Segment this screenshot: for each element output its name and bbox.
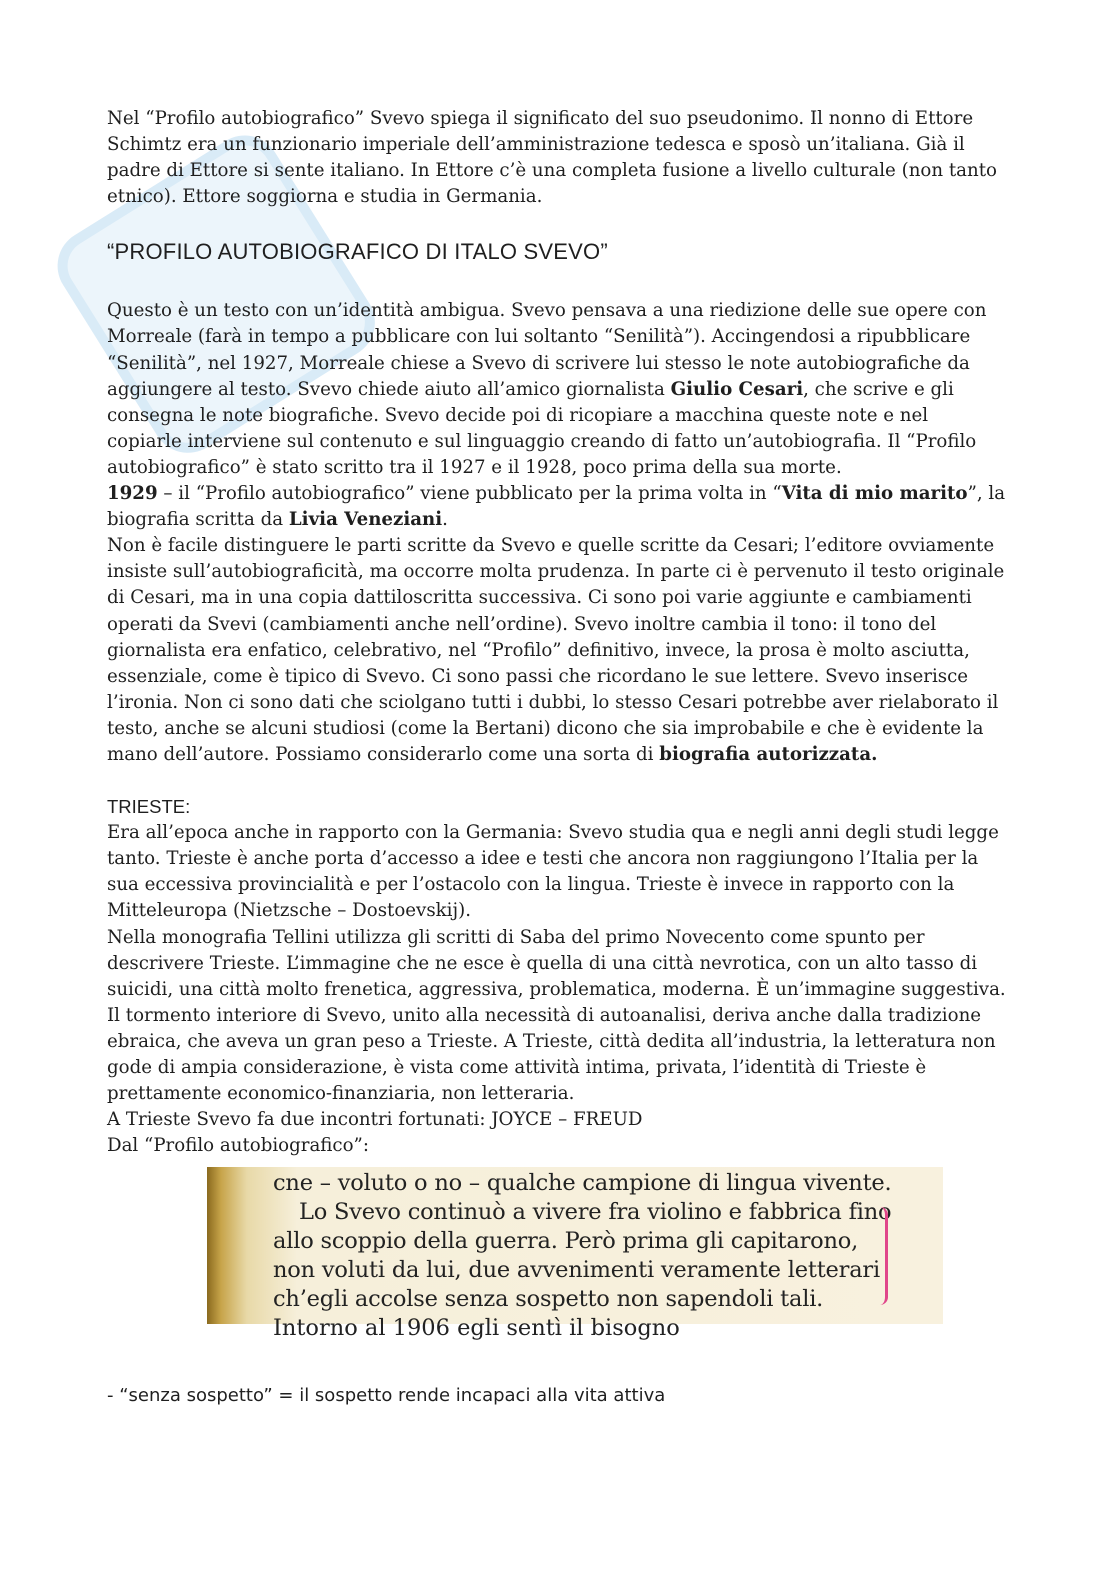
bold-book-title: Vita di mio marito bbox=[781, 483, 968, 505]
scan-cut-line: Intorno al 1906 egli sentì il bisogno bbox=[273, 1315, 680, 1342]
paragraph-tormento: Il tormento interiore di Svevo, unito alla necessità di autoanalisi, deriva anche dalla tradizione ebraica, che aveva un gran peso a Trieste. A Trieste, città dedita all’industria, la letteratura non gode di ampia considerazione, è vista come attività intima, privata, l’identità di Trieste è prettamente economico-finanziaria, non letteraria. bbox=[107, 1004, 996, 1105]
pink-margin-mark bbox=[879, 1207, 888, 1305]
scan-line: non voluti da lui, due avvenimenti veramente letterari bbox=[273, 1257, 880, 1284]
section-heading: “PROFILO AUTOBIOGRAFICO DI ITALO SVEVO” bbox=[107, 239, 608, 265]
bold-biografia-autorizzata: biografia autorizzata. bbox=[659, 743, 878, 765]
quote-scan-image bbox=[207, 1167, 943, 1342]
scan-line: ch’egli accolse senza sospetto non sapendoli tali. bbox=[273, 1286, 824, 1313]
bold-year: 1929 bbox=[107, 483, 158, 505]
bold-name-veneziani: Livia Veneziani bbox=[288, 509, 443, 531]
bold-name-cesari: Giulio Cesari bbox=[670, 378, 804, 400]
scan-line: Lo Svevo continuò a vivere fra violino e fabbrica fino bbox=[299, 1199, 892, 1226]
paragraph-trieste-germany: Era all’epoca anche in rapporto con la Germania: Svevo studia qua e negli anni degli studi legge tanto. Trieste è anche porta d’accesso a idee e testi che ancora non raggiungono l’Italia per la sua eccessiva provincialità e per l’ostacolo con la lingua. Trieste è invece in rapporto con la Mitteleuropa (Nietzsche – Dostoevskij). bbox=[107, 822, 999, 922]
paragraph-pseudonym: Nel “Profilo autobiografico” Svevo spiega il significato del suo pseudonimo. Il nonno di Ettore Schimtz era un funzionario imperiale dell’amministrazione tedesca e sposò un’italiana. Già il padre di Ettore si sente italiano. In Ettore c’è una completa fusione a livello culturale (non tanto etnico). Ettore soggiorna e studia in Germania. bbox=[107, 108, 997, 208]
trieste-label: TRIESTE: bbox=[107, 796, 191, 818]
paragraph-authorship: Non è facile distinguere le parti scritte da Svevo e quelle scritte da Cesari; l’editore ovviamente insiste sull’autobiograficità, ma occorre molta prudenza. In parte ci è pervenuto il testo originale di Cesari, ma in una copia dattiloscritta successiva. Ci sono poi varie aggiunte e cambiamenti operati da Svevi (cambiamenti anche nell’ordine). Svevo inoltre cambia il tono: il tono del giornalista era enfatico, celebrativo, nel “Profilo” definitivo, invece, la prosa è molto asciutta, essenziale, come è tipico di Svevo. Ci sono passi che ricordano le sue lettere. Svevo inserisce l’ironia. Non ci sono dati che sciolgano tutti i dubbi, lo stesso Cesari potrebbe aver rielaborato il testo, anche se alcuni studiosi (come la Bertani) dicono che sia improbabile e che è evidente la mano dell’autore. Possiamo considerarlo come una sorta di biografia autorizzata. bbox=[107, 535, 1005, 765]
scan-line: cne – voluto o no – qualche campione di lingua vivente. bbox=[273, 1170, 892, 1197]
scan-line: allo scoppio della guerra. Però prima gli capitarono, bbox=[273, 1228, 859, 1255]
paragraph-dal-profilo: Dal “Profilo autobiografico”: bbox=[107, 1135, 369, 1157]
paragraph-incontri: A Trieste Svevo fa due incontri fortunati: JOYCE – FREUD bbox=[107, 1109, 643, 1131]
footnote: - “senza sospetto” = il sospetto rende incapaci alla vita attiva bbox=[107, 1385, 666, 1406]
document-body bbox=[107, 106, 1007, 1342]
paragraph-tellini: Nella monografia Tellini utilizza gli scritti di Saba del primo Novecento come spunto per descrivere Trieste. L’immagine che ne esce è quella di una città nevrotica, con un alto tasso di suicidi, una città molto frenetica, aggressiva, problematica, moderna. È un’immagine suggestiva. bbox=[107, 926, 1006, 1000]
paragraph-identity: Questo è un testo con un’identità ambigua. Svevo pensava a una riedizione delle sue opere con Morreale (farà in tempo a pubblicare con lui soltanto “Senilità”). Accingendosi a ripubblicare “Senilità”, nel 1927, Morreale chiese a Svevo di scrivere lui stesso le note autobiografiche da aggiungere al testo. Svevo chiede aiuto all’amico giornalista Giulio Cesari, che scrive e gli consegna le note biografiche. Svevo decide poi di ricopiare a macchina queste note e nel copiarle interviene sul contenuto e sul linguaggio creando di fatto un’autobiografia. Il “Profilo autobiografico” è stato scritto tra il 1927 e il 1928, poco prima della sua morte. bbox=[107, 300, 987, 478]
paragraph-1929: 1929 – il “Profilo autobiografico” viene pubblicato per la prima volta in “Vita di mio marito”, la biografia scritta da Livia Veneziani. bbox=[107, 483, 1006, 531]
